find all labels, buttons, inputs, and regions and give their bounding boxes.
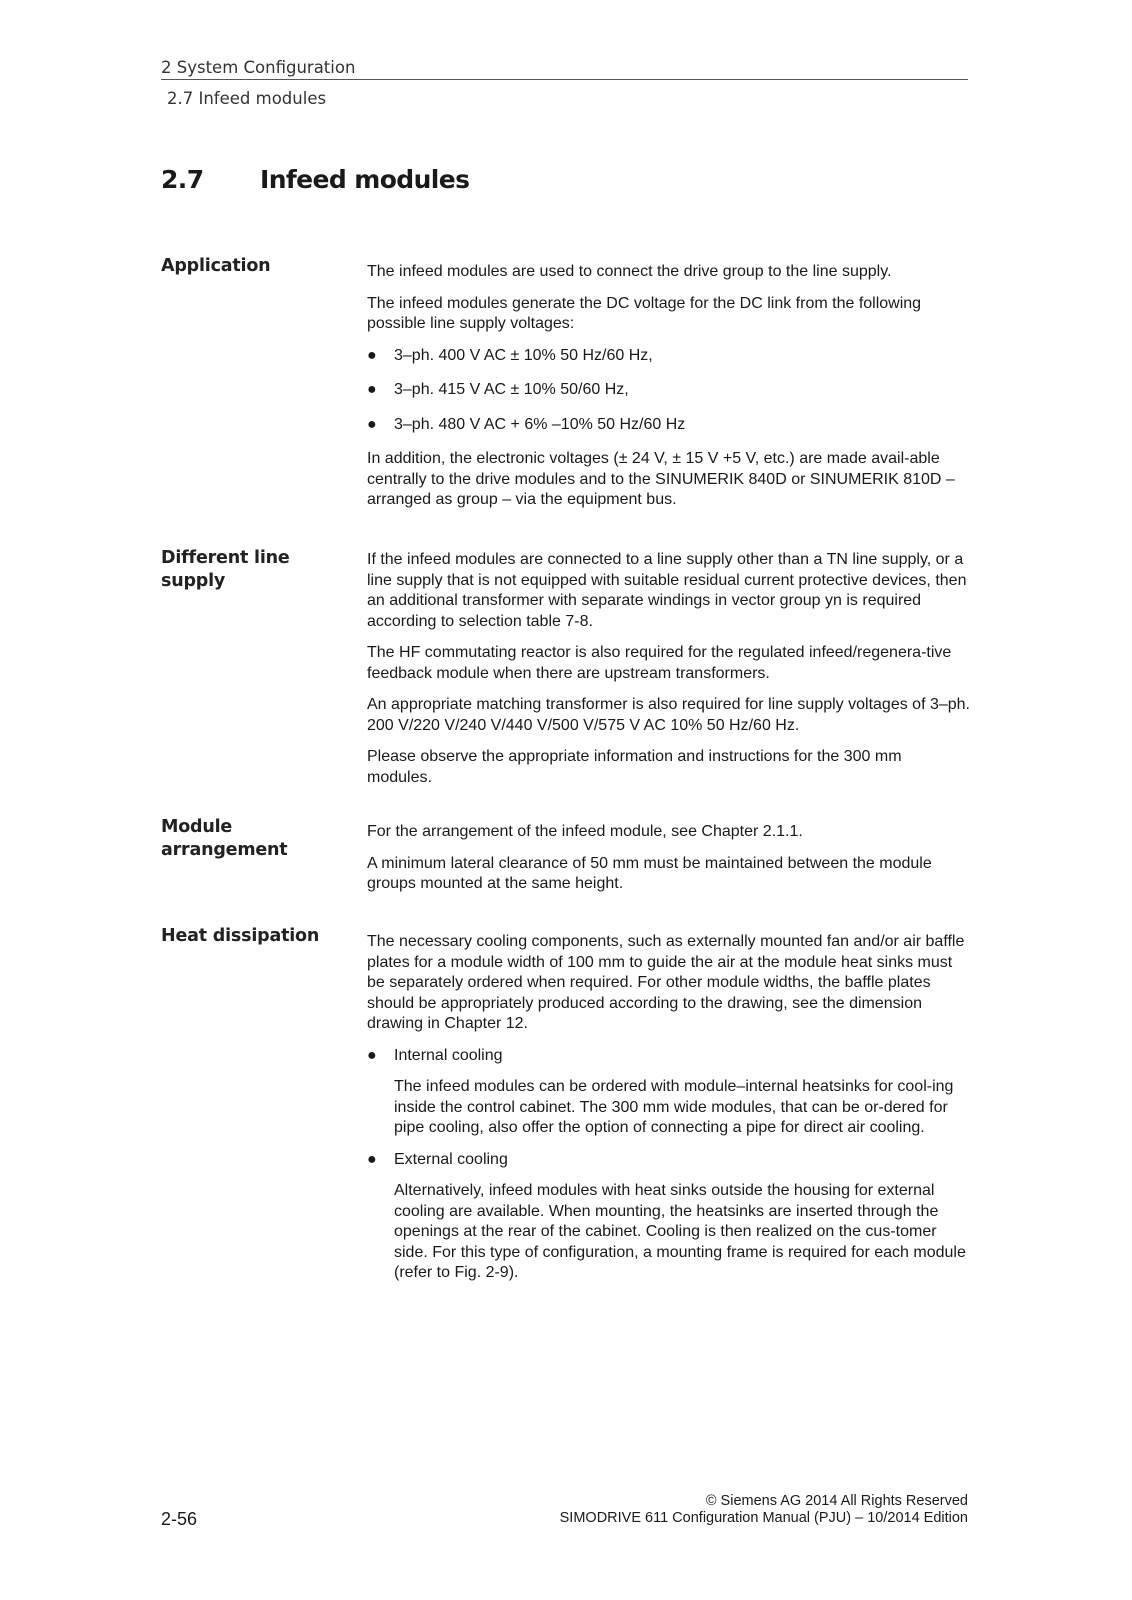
bullet-icon: ● bbox=[367, 1150, 377, 1168]
bullet-text: 3–ph. 415 V AC ± 10% 50/60 Hz, bbox=[394, 381, 629, 398]
bullet-text: Internal cooling bbox=[394, 1046, 503, 1064]
side-heading-module-arrangement: Module arrangement bbox=[161, 817, 288, 860]
page-number: 2-56 bbox=[161, 1509, 198, 1529]
manual-title: SIMODRIVE 611 Configuration Manual (PJU) – 10/2014 Edition bbox=[559, 1509, 968, 1526]
paragraph: An appropriate matching transformer is also required for line supply voltages of 3–ph. 200 V/220 V/240 V/440 V/500 V/575 V AC 10% 50 Hz/60 Hz. bbox=[367, 696, 970, 734]
bullet-item bbox=[367, 380, 970, 401]
bullet-item bbox=[367, 415, 970, 436]
paragraph: The infeed modules generate the DC voltage for the DC link from the following possible line supply voltages: bbox=[367, 294, 922, 332]
side-heading-application: Application bbox=[161, 256, 271, 276]
running-header-section: 2.7 Infeed modules bbox=[167, 89, 327, 108]
running-header-chapter: 2 System Configuration bbox=[161, 58, 968, 80]
bullet-item bbox=[367, 1046, 970, 1067]
paragraph: The HF commutating reactor is also required for the regulated infeed/regenera-tive feedback module when there are upstream transformers. bbox=[367, 644, 952, 682]
side-heading-heat-dissipation: Heat dissipation bbox=[161, 926, 320, 946]
bullet-icon: ● bbox=[367, 381, 377, 398]
side-heading-different-line-supply: Different line supply bbox=[161, 548, 290, 591]
bullet-item bbox=[367, 1150, 970, 1171]
paragraph: A minimum lateral clearance of 50 mm must be maintained between the module groups mounted at the same height. bbox=[367, 854, 932, 892]
paragraph: In addition, the electronic voltages (± 24 V, ± 15 V +5 V, etc.) are made avail-able centrally to the drive modules and to the SINUMERIK 840D or SINUMERIK 810D – arranged as group – via the equipment bus. bbox=[367, 450, 955, 508]
copyright-text: © Siemens AG 2014 All Rights Reserved bbox=[705, 1493, 968, 1509]
heat-dissipation-body bbox=[367, 932, 970, 1295]
paragraph: Please observe the appropriate information and instructions for the 300 mm modules. bbox=[367, 748, 902, 786]
paragraph: For the arrangement of the infeed module, see Chapter 2.1.1. bbox=[367, 823, 803, 840]
different-line-supply-body bbox=[367, 550, 970, 799]
bullet-icon: ● bbox=[367, 415, 377, 433]
bullet-icon: ● bbox=[367, 346, 377, 364]
bullet-text: External cooling bbox=[394, 1150, 508, 1168]
paragraph: The infeed modules can be ordered with module–internal heatsinks for cool-ing inside the control cabinet. The 300 mm wide modules, that can be or-dered for pipe cooling, also offer the option of connecting a pipe for direct air cooling. bbox=[394, 1078, 954, 1136]
section-title bbox=[161, 165, 469, 194]
section-title-text: Infeed modules bbox=[260, 165, 470, 194]
bullet-icon: ● bbox=[367, 1046, 377, 1064]
paragraph: The infeed modules are used to connect the drive group to the line supply. bbox=[367, 263, 892, 280]
bullet-item bbox=[367, 346, 970, 367]
paragraph: Alternatively, infeed modules with heat sinks outside the housing for external cooling are available. When mounting, the heatsinks are inserted through the openings at the rear of the cabinet. Cooling is then realized on the cus-tomer side. For this type of configuration, a mounting frame is required for each module (refer to Fig. 2-9). bbox=[394, 1182, 966, 1281]
bullet-text: 3–ph. 480 V AC + 6% –10% 50 Hz/60 Hz bbox=[394, 415, 686, 433]
section-number: 2.7 bbox=[161, 165, 204, 194]
paragraph: The necessary cooling components, such as externally mounted fan and/or air baffle plates for a module width of 100 mm to guide the air at the module heat sinks must be separately ordered when required. For other module widths, the baffle plates should be appropriately produced according to the drawing, see the dimension drawing in Chapter 12. bbox=[367, 933, 965, 1032]
paragraph: If the infeed modules are connected to a line supply other than a TN line supply, or a line supply that is not equipped with suitable residual current protective devices, then an additional transformer with separate windings in vector group yn is required according to selection table 7-8. bbox=[367, 551, 967, 630]
footer-info bbox=[560, 1493, 968, 1526]
application-body bbox=[367, 262, 970, 522]
module-arrangement-body bbox=[367, 822, 970, 906]
bullet-text: 3–ph. 400 V AC ± 10% 50 Hz/60 Hz, bbox=[394, 346, 653, 364]
